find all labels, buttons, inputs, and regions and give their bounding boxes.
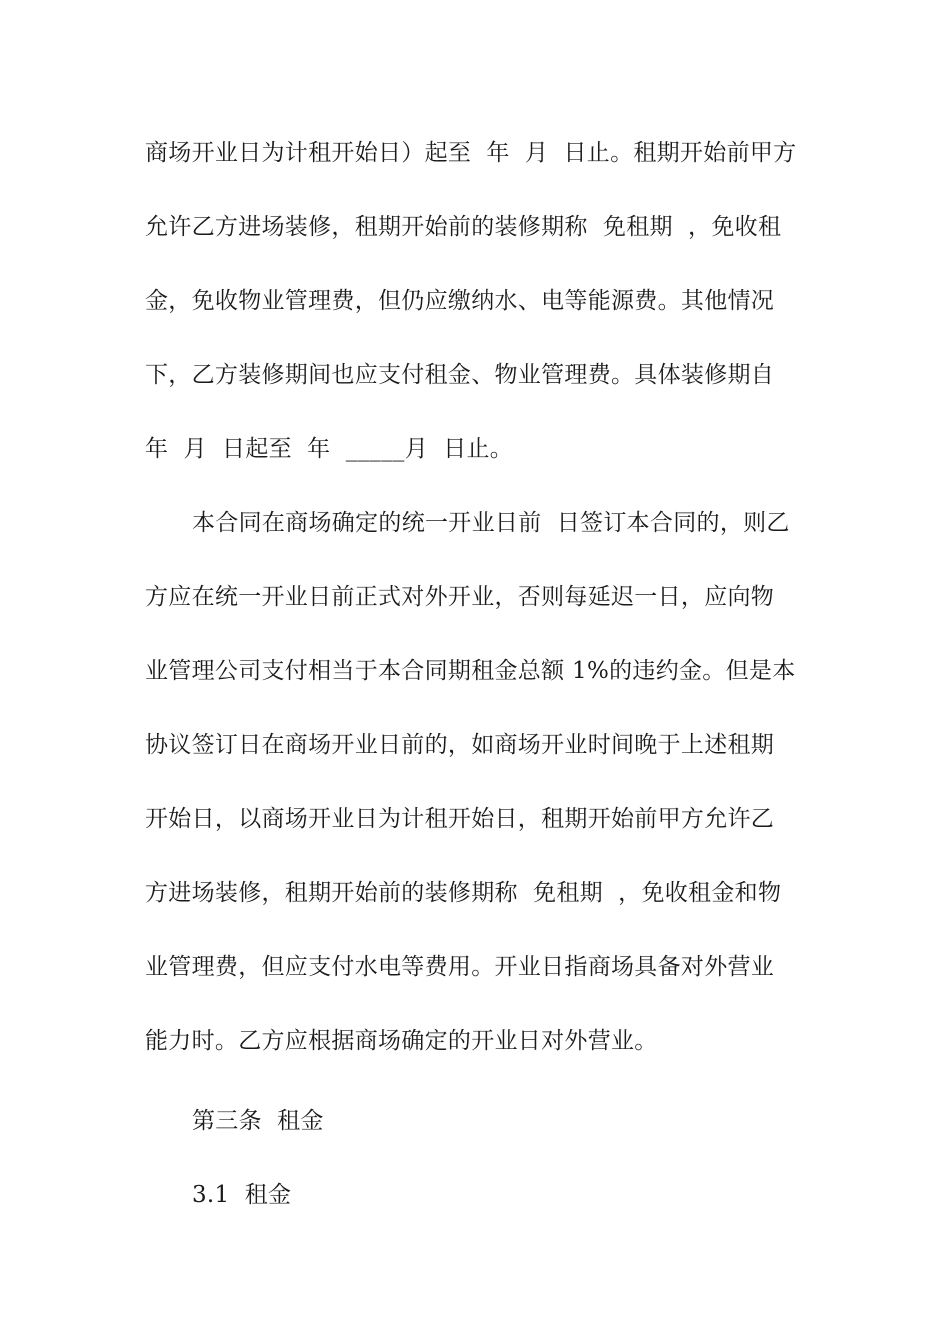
paragraph-line: 能力时。乙方应根据商场确定的开业日对外营业。: [145, 1028, 658, 1054]
paragraph-line: 方进场装修，租期开始前的装修期称 免租期 ，免收租金和物: [145, 880, 782, 906]
paragraph-line: 业管理费，但应支付水电等费用。开业日指商场具备对外营业: [145, 954, 775, 980]
section-heading: 第三条 租金: [192, 1108, 324, 1134]
subsection-heading: 3.1 租金: [192, 1182, 292, 1208]
paragraph-line: 开始日，以商场开业日为计租开始日，租期开始前甲方允许乙: [145, 806, 775, 832]
paragraph-line: 业管理公司支付相当于本合同期租金总额 1%的违约金。但是本: [145, 658, 796, 684]
paragraph-line: 协议签订日在商场开业日前的，如商场开业时间晚于上述租期: [145, 732, 775, 758]
paragraph-line: 商场开业日为计租开始日）起至 年 月 日止。租期开始前甲方: [145, 140, 797, 166]
paragraph-line: 方应在统一开业日前正式对外开业，否则每延迟一日，应向物: [145, 584, 775, 610]
paragraph-line: 年 月 日起至 年 _____月 日止。: [145, 436, 514, 462]
paragraph-line: 金，免收物业管理费，但仍应缴纳水、电等能源费。其他情况: [145, 288, 775, 314]
paragraph-line: 下，乙方装修期间也应支付租金、物业管理费。具体装修期自: [145, 362, 775, 388]
paragraph-line: 允许乙方进场装修，租期开始前的装修期称 免租期 ，免收租: [145, 214, 782, 240]
paragraph-line: 本合同在商场确定的统一开业日前 日签订本合同的，则乙: [192, 510, 790, 536]
